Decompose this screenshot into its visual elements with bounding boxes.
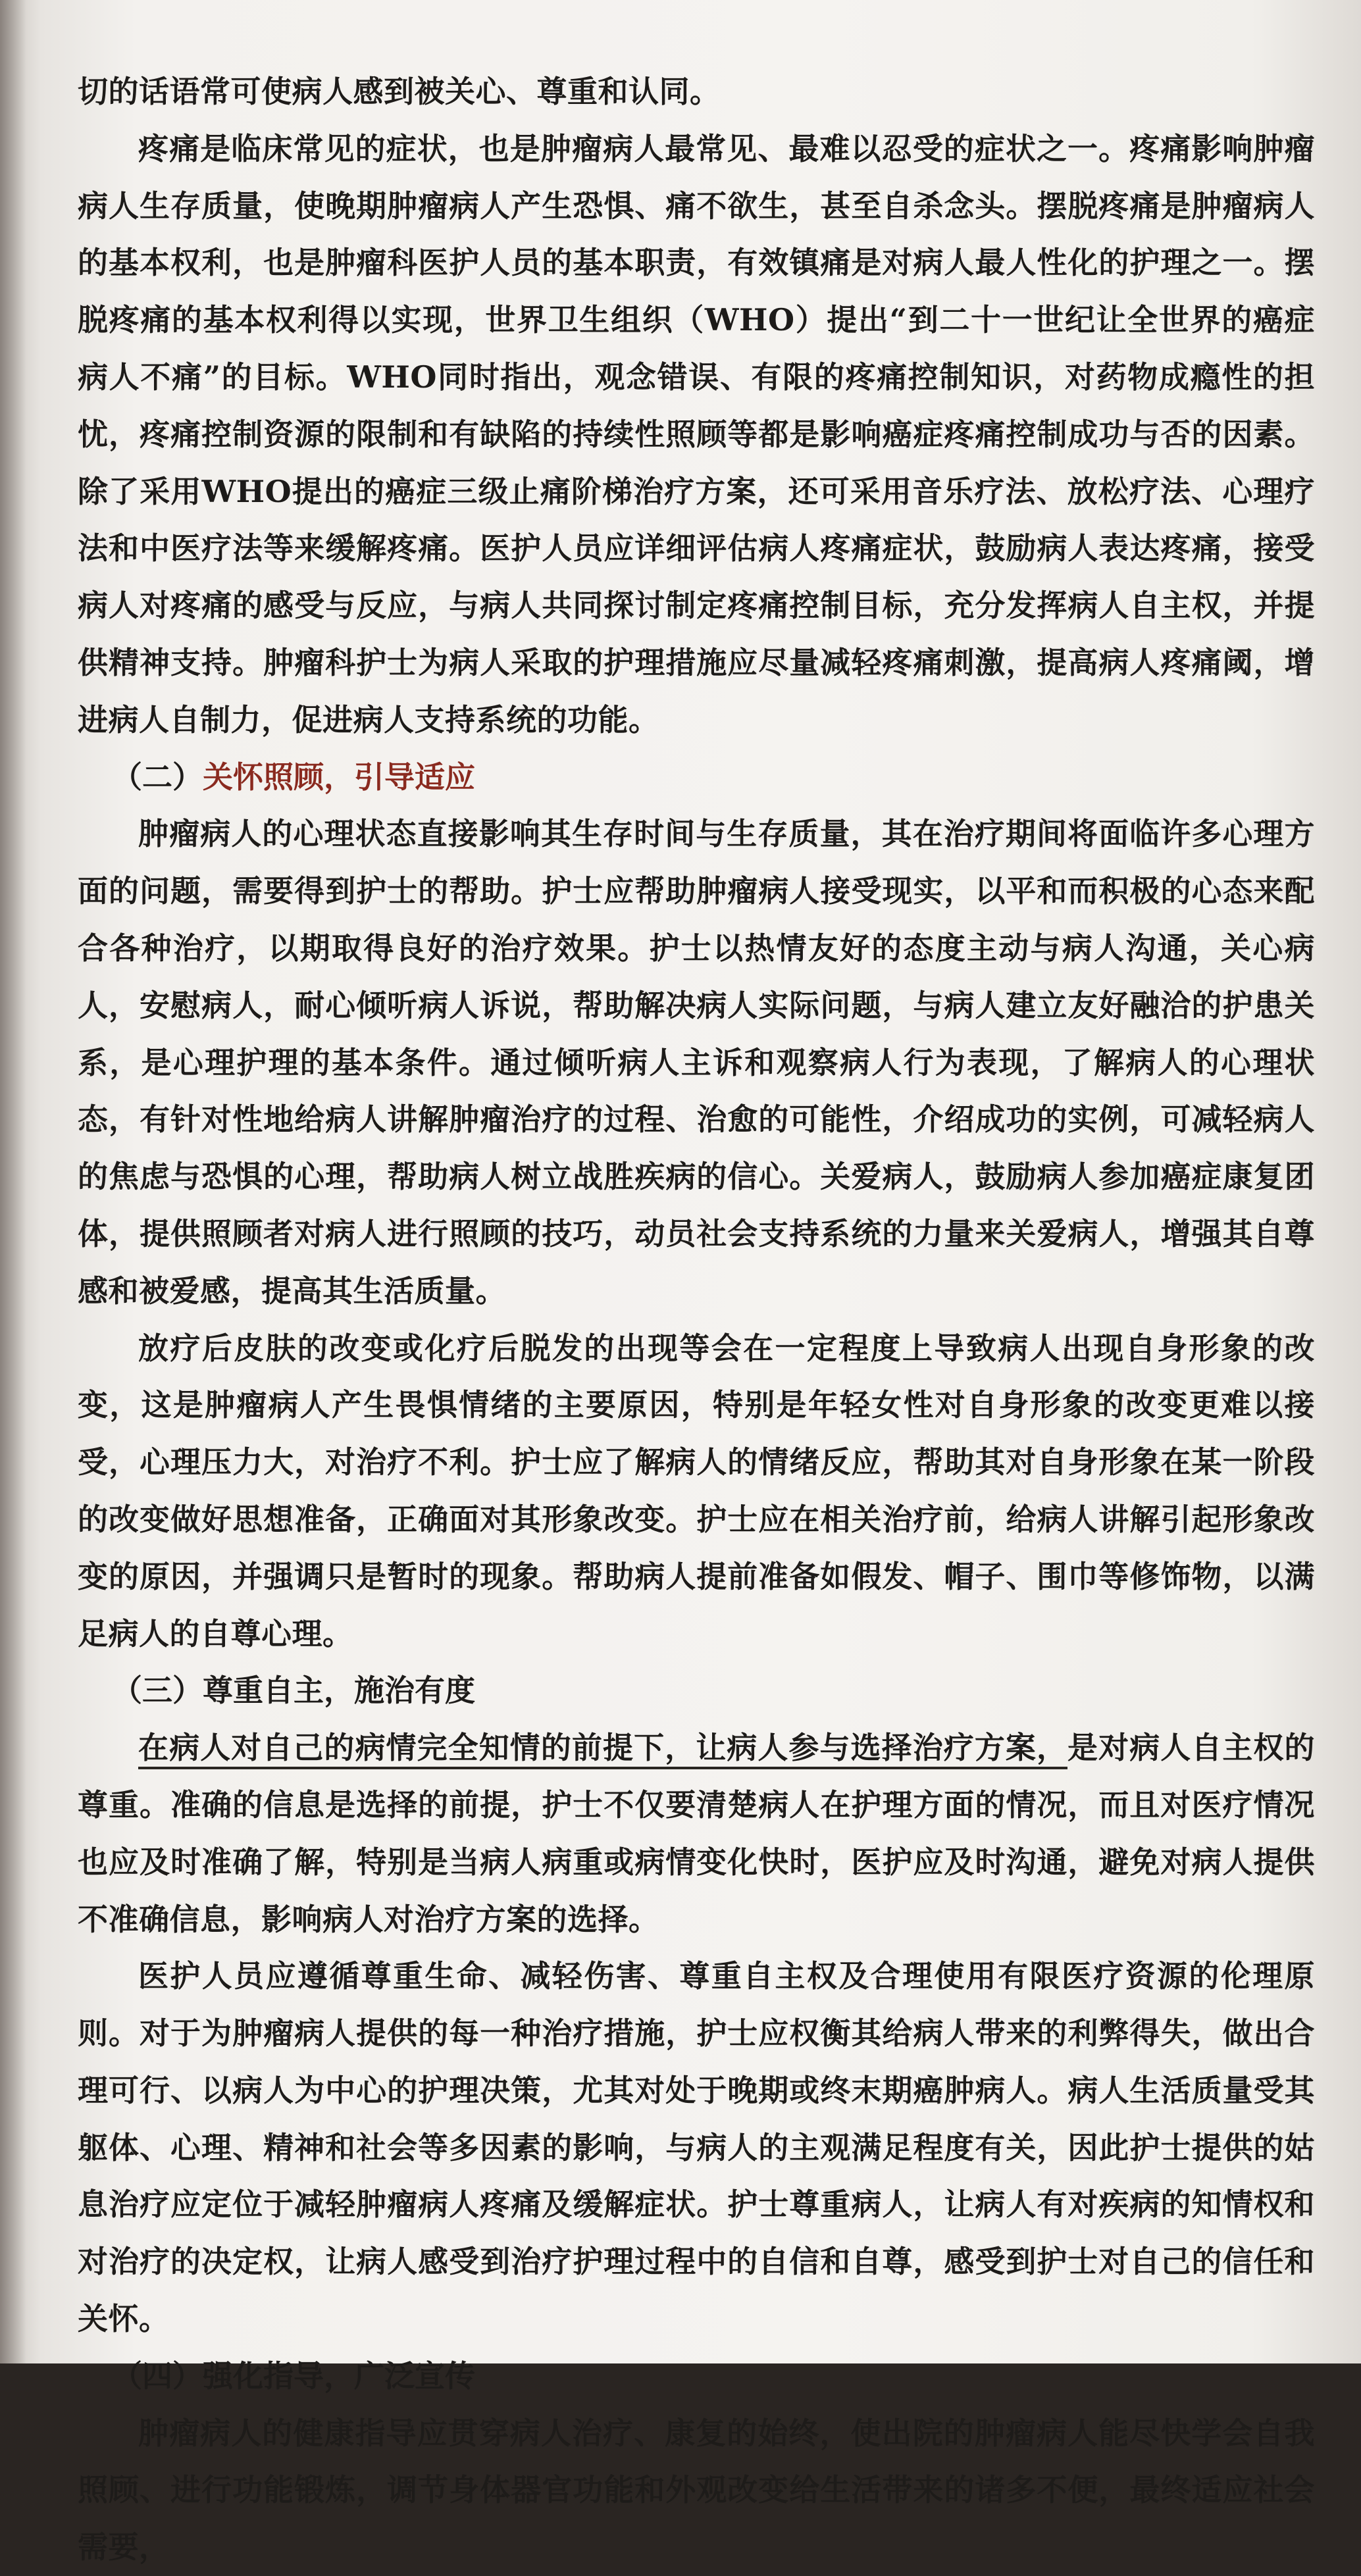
paragraph-autonomy bbox=[78, 1719, 1315, 1948]
paragraph-pain: 疼痛是临床常见的症状，也是肿瘤病人最常见、最难以忍受的症状之一。疼痛影响肿瘤病人生存质量，使晚期肿瘤病人产生恐惧、痛不欲生，甚至自杀念头。摆脱疼痛是肿瘤病人的基本权利，也是肿瘤科医护人员的基本职责，有效镇痛是对病人最人性化的护理之一。摆脱疼痛的基本权利得以实现，世界卫生组织（WHO）提出“到二十一世纪让全世界的癌症病人不痛”的目标。WHO同时指出，观念错误、有限的疼痛控制知识，对药物成瘾性的担忧，疼痛控制资源的限制和有缺陷的持续性照顾等都是影响癌症疼痛控制成功与否的因素。除了采用WHO提出的癌症三级止痛阶梯治疗方案，还可采用音乐疗法、放松疗法、心理疗法和中医疗法等来缓解疼痛。医护人员应详细评估病人疼痛症状，鼓励病人表达疼痛，接受病人对疼痛的感受与反应，与病人共同探讨制定疼痛控制目标，充分发挥病人自主权，并提供精神支持。肿瘤科护士为病人采取的护理措施应尽量减轻疼痛刺激，提高病人疼痛阈，增进病人自制力，促进病人支持系统的功能。 bbox=[78, 130, 1315, 738]
underlined-text: 在病人对自己的病情完全知情的前提下，让病人参与选择治疗方案， bbox=[138, 1730, 1067, 1769]
paragraph-guidance: 肿瘤病人的健康指导应贯穿病人治疗、康复的始终，使出院的肿瘤病人能尽快学会自我照顾、进行功能锻炼，调节身体器官功能和外观改变给生活带来的诸多不便，最终适应社会需要， bbox=[78, 2415, 1315, 2565]
spine-shadow bbox=[0, 0, 26, 2363]
paragraph-body-image: 放疗后皮肤的改变或化疗后脱发的出现等会在一定程度上导致病人出现自身形象的改变，这是肿瘤病人产生畏惧情绪的主要原因，特别是年轻女性对自身形象的改变更难以接受，心理压力大，对治疗不利。护士应了解病人的情绪反应，帮助其对自身形象在某一阶段的改变做好思想准备，正确面对其形象改变。护士应在相关治疗前，给病人讲解引起形象改变的原因，并强调只是暂时的现象。帮助病人提前准备如假发、帽子、围巾等修饰物，以满足病人的自尊心理。 bbox=[78, 1330, 1315, 1652]
heading-number: （四） bbox=[112, 2358, 203, 2394]
section-heading-2 bbox=[78, 749, 1315, 806]
heading-text: 关怀照顾，引导适应 bbox=[203, 759, 475, 795]
paragraph-1: 切的话语常可使病人感到被关心、尊重和认同。 bbox=[78, 74, 721, 109]
heading-text: 尊重自主，施治有度 bbox=[203, 1673, 475, 1709]
heading-number: （三） bbox=[112, 1673, 203, 1709]
section-heading-3 bbox=[78, 1662, 1315, 1719]
paragraph-ethics: 医护人员应遵循尊重生命、减轻伤害、尊重自主权及合理使用有限医疗资源的伦理原则。对于为肿瘤病人提供的每一种治疗措施，护士应权衡其给病人带来的利弊得失，做出合理可行、以病人为中心的护理决策，尤其对处于晚期或终末期癌肿病人。病人生活质量受其躯体、心理、精神和社会等多因素的影响，与病人的主观满足程度有关，因此护士提供的姑息治疗应定位于减轻肿瘤病人疼痛及缓解症状。护士尊重病人，让病人有对疾病的知情权和对治疗的决定权，让病人感受到治疗护理过程中的自信和自尊，感受到护士对自己的信任和关怀。 bbox=[78, 1958, 1315, 2337]
heading-number: （二） bbox=[112, 759, 203, 795]
paragraph-text: 是对病人自主权的尊重。准确的信息是选择的前提，护士不仅要清楚病人在护理方面的情况，而且对医疗情况也应及时准确了解，特别是当病人病重或病情变化快时，医护应及时沟通，避免对病人提供不准确信息，影响病人对治疗方案的选择。 bbox=[78, 1730, 1316, 1937]
section-heading-4 bbox=[78, 2348, 1315, 2405]
paragraph-psych: 肿瘤病人的心理状态直接影响其生存时间与生存质量，其在治疗期间将面临许多心理方面的问题，需要得到护士的帮助。护士应帮助肿瘤病人接受现实，以平和而积极的心态来配合各种治疗，以期取得良好的治疗效果。护士以热情友好的态度主动与病人沟通，关心病人，安慰病人，耐心倾听病人诉说，帮助解决病人实际问题，与病人建立友好融洽的护患关系，是心理护理的基本条件。通过倾听病人主诉和观察病人行为表现，了解病人的心理状态，有针对性地给病人讲解肿瘤治疗的过程、治愈的可能性，介绍成功的实例，可减轻病人的焦虑与恐惧的心理，帮助病人树立战胜疾病的信心。关爱病人，鼓励病人参加癌症康复团体，提供照顾者对病人进行照顾的技巧，动员社会支持系统的力量来关爱病人，增强其自尊感和被爱感，提高其生活质量。 bbox=[78, 816, 1315, 1309]
heading-text: 强化指导，广泛宣传 bbox=[203, 2358, 475, 2394]
page-content bbox=[78, 63, 1315, 2576]
